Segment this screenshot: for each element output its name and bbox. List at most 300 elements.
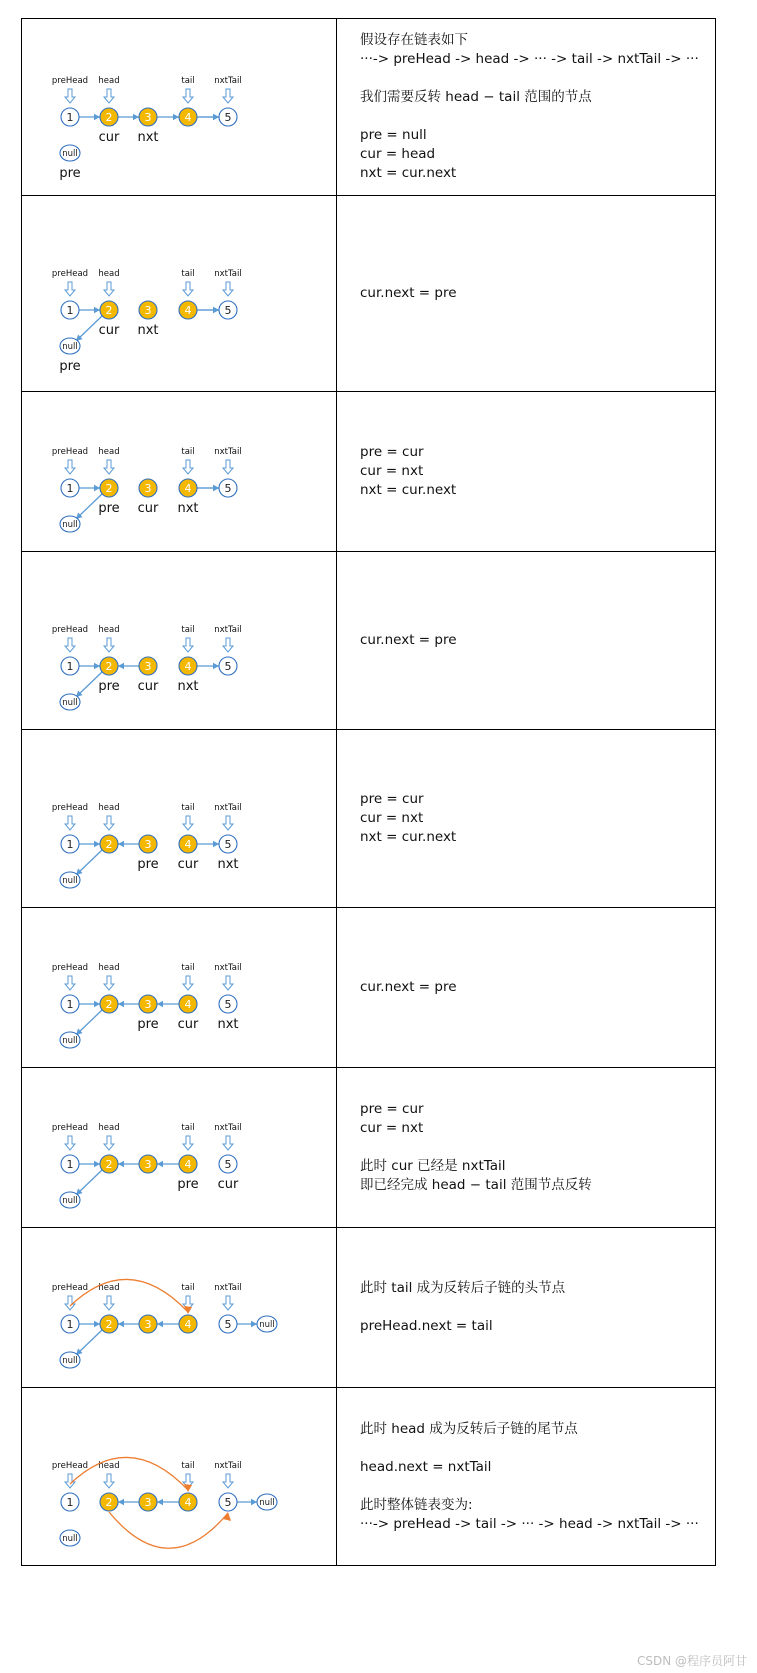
node-value: 4 <box>184 660 192 673</box>
link-arrow-to-null <box>76 1330 102 1355</box>
node-value: 4 <box>184 482 192 495</box>
link-arrow <box>157 114 179 120</box>
pointer-arrow-icon <box>65 89 75 103</box>
list-node-2 <box>100 108 118 126</box>
node-value: 4 <box>184 111 192 124</box>
pointer-label-preHead: preHead <box>51 1283 89 1293</box>
description-line: cur.next = pre <box>360 632 457 648</box>
node-value: 5 <box>224 998 232 1011</box>
link-arrow <box>157 1001 179 1007</box>
list-node-4 <box>179 1493 197 1511</box>
link-arrow <box>237 1321 257 1327</box>
spacer <box>360 1477 715 1496</box>
list-node-3 <box>139 1493 157 1511</box>
null-node <box>60 1530 80 1546</box>
list-node-2 <box>100 1315 118 1333</box>
svg-text:null: null <box>259 1320 275 1330</box>
pointer-label-preHead: preHead <box>51 803 89 813</box>
pointer-label-tail: tail <box>181 1461 195 1471</box>
pointer-label-nxtTail: nxtTail <box>214 1461 242 1471</box>
pointer-label-preHead: preHead <box>51 1461 89 1471</box>
pointer-label-preHead: preHead <box>51 1123 89 1133</box>
list-node-5 <box>219 1493 237 1511</box>
pointer-arrow-icon <box>223 816 233 830</box>
list-node-2 <box>100 1155 118 1173</box>
node-value: 4 <box>184 838 192 851</box>
pointer-arrow-icon <box>65 1136 75 1150</box>
pointer-label-head: head <box>98 269 120 279</box>
node-value: 4 <box>184 304 192 317</box>
node-value: 1 <box>66 304 74 317</box>
pointer-label-nxtTail: nxtTail <box>214 447 242 457</box>
var-label-cur: cur <box>217 1177 239 1192</box>
node-value: 3 <box>144 838 152 851</box>
pointer-label-head: head <box>98 1461 120 1471</box>
var-label-cur: cur <box>98 323 120 338</box>
pointer-label-preHead: preHead <box>51 269 89 279</box>
svg-text:null: null <box>259 1498 275 1508</box>
step-description <box>337 908 715 1067</box>
node-value: 5 <box>224 1496 232 1509</box>
link-arrow <box>79 663 100 669</box>
list-node-1 <box>61 108 79 126</box>
list-node-4 <box>179 301 197 319</box>
step-diagram <box>22 1068 337 1227</box>
pointer-label-nxtTail: nxtTail <box>214 1283 242 1293</box>
svg-text:null: null <box>62 149 78 159</box>
node-value: 1 <box>66 1496 74 1509</box>
pointer-label-nxtTail: nxtTail <box>214 1123 242 1133</box>
relink-arrow-prehead-tail <box>70 1279 195 1314</box>
node-value: 2 <box>105 1158 113 1171</box>
pointer-arrow-icon <box>223 1474 233 1488</box>
list-node-3 <box>139 835 157 853</box>
list-node-4 <box>179 995 197 1013</box>
var-label-cur: cur <box>177 857 199 872</box>
link-arrow <box>197 307 219 313</box>
pointer-label-head: head <box>98 1283 120 1293</box>
link-arrow <box>197 485 219 491</box>
null-node <box>60 1352 80 1368</box>
pointer-label-preHead: preHead <box>51 963 89 973</box>
description-line: 此时整体链表变为: <box>360 1496 473 1513</box>
list-node-5 <box>219 1315 237 1333</box>
pointer-arrow-icon <box>183 638 193 652</box>
node-value: 3 <box>144 482 152 495</box>
step-description <box>337 730 715 907</box>
link-arrow <box>118 114 139 120</box>
pointer-arrow-icon <box>65 638 75 652</box>
step-description <box>337 19 715 195</box>
pointer-arrow-icon <box>183 1136 193 1150</box>
description-line: pre = cur <box>360 791 424 807</box>
link-arrow <box>79 1001 100 1007</box>
pointer-label-head: head <box>98 447 120 457</box>
list-node-1 <box>61 835 79 853</box>
list-node-3 <box>139 995 157 1013</box>
pointer-label-tail: tail <box>181 963 195 973</box>
pointer-arrow-icon <box>104 816 114 830</box>
spacer <box>360 1439 715 1458</box>
list-node-3 <box>139 108 157 126</box>
svg-text:null: null <box>62 698 78 708</box>
pointer-label-head: head <box>98 803 120 813</box>
var-label-cur: cur <box>98 130 120 145</box>
linked-list-diagram <box>22 908 337 1068</box>
node-value: 2 <box>105 482 113 495</box>
list-node-5 <box>219 479 237 497</box>
link-arrow <box>118 1001 139 1007</box>
description-line: 此时 head 成为反转后子链的尾节点 <box>360 1420 578 1437</box>
node-value: 2 <box>105 111 113 124</box>
step-description <box>337 1228 715 1387</box>
step-row-8 <box>21 1228 716 1388</box>
list-node-4 <box>179 479 197 497</box>
link-arrow <box>157 1161 179 1167</box>
linked-list-diagram <box>22 1228 337 1388</box>
link-arrow <box>79 114 100 120</box>
list-node-1 <box>61 1315 79 1333</box>
step-row-7 <box>21 1068 716 1228</box>
list-node-2 <box>100 479 118 497</box>
pointer-arrow-icon <box>65 816 75 830</box>
pointer-label-nxtTail: nxtTail <box>214 625 242 635</box>
list-node-2 <box>100 301 118 319</box>
link-arrow-to-null <box>76 850 102 875</box>
pointer-arrow-icon <box>223 282 233 296</box>
spacer <box>360 1138 715 1157</box>
link-arrow <box>197 841 219 847</box>
node-value: 5 <box>224 660 232 673</box>
list-node-3 <box>139 479 157 497</box>
null-node <box>60 872 80 888</box>
var-label-nxt: nxt <box>217 1017 239 1032</box>
list-node-4 <box>179 835 197 853</box>
svg-text:null: null <box>62 1356 78 1366</box>
var-label-pre: pre <box>59 359 81 374</box>
pointer-arrow-icon <box>223 638 233 652</box>
spacer <box>360 69 715 88</box>
linked-list-diagram <box>22 19 337 197</box>
pointer-label-nxtTail: nxtTail <box>214 803 242 813</box>
link-arrow <box>79 307 100 313</box>
node-value: 5 <box>224 1318 232 1331</box>
node-value: 5 <box>224 111 232 124</box>
step-description <box>337 1388 715 1565</box>
tail-null-node <box>257 1316 277 1332</box>
description-line: head.next = nxtTail <box>360 1458 492 1475</box>
var-label-cur: cur <box>177 1017 199 1032</box>
svg-text:null: null <box>62 1036 78 1046</box>
pointer-label-head: head <box>98 963 120 973</box>
svg-text:null: null <box>62 520 78 530</box>
link-arrow <box>79 485 100 491</box>
node-value: 3 <box>144 111 152 124</box>
step-description <box>337 552 715 729</box>
null-node <box>60 1192 80 1208</box>
node-value: 2 <box>105 1318 113 1331</box>
node-value: 1 <box>66 482 74 495</box>
pointer-label-preHead: preHead <box>51 447 89 457</box>
var-label-pre: pre <box>59 166 81 181</box>
pointer-arrow-icon <box>104 89 114 103</box>
pointer-label-tail: tail <box>181 1123 195 1133</box>
list-node-1 <box>61 657 79 675</box>
description-line: cur = nxt <box>360 463 424 479</box>
pointer-label-head: head <box>98 1123 120 1133</box>
node-value: 4 <box>184 998 192 1011</box>
link-arrow <box>118 663 139 669</box>
pointer-label-tail: tail <box>181 1283 195 1293</box>
pointer-arrow-icon <box>183 816 193 830</box>
list-node-3 <box>139 657 157 675</box>
svg-text:null: null <box>62 342 78 352</box>
var-label-nxt: nxt <box>137 323 159 338</box>
description-line: ···-> preHead -> head -> ··· -> tail -> nxtTail -> ··· <box>360 51 699 67</box>
node-value: 1 <box>66 660 74 673</box>
var-label-pre: pre <box>137 857 159 872</box>
list-node-2 <box>100 1493 118 1511</box>
linked-list-diagram <box>22 730 337 908</box>
step-diagram <box>22 908 337 1067</box>
link-arrow <box>79 1321 100 1327</box>
var-label-pre: pre <box>177 1177 199 1192</box>
link-arrow <box>79 841 100 847</box>
list-node-5 <box>219 995 237 1013</box>
node-value: 4 <box>184 1496 192 1509</box>
description-line: 即已经完成 head − tail 范围节点反转 <box>360 1177 592 1193</box>
node-value: 3 <box>144 304 152 317</box>
list-node-1 <box>61 1155 79 1173</box>
description-line: cur.next = pre <box>360 979 457 995</box>
null-node <box>60 1032 80 1048</box>
node-value: 4 <box>184 1318 192 1331</box>
node-value: 3 <box>144 1318 152 1331</box>
pointer-arrow-icon <box>104 1474 114 1488</box>
node-value: 3 <box>144 998 152 1011</box>
description-line: cur = head <box>360 146 436 162</box>
step-diagram <box>22 196 337 391</box>
node-value: 3 <box>144 660 152 673</box>
node-value: 5 <box>224 304 232 317</box>
pointer-arrow-icon <box>104 638 114 652</box>
pointer-arrow-icon <box>104 976 114 990</box>
pointer-arrow-icon <box>223 1296 233 1310</box>
link-arrow <box>118 841 139 847</box>
link-arrow <box>197 114 219 120</box>
step-diagram <box>22 392 337 551</box>
tail-null-node <box>257 1494 277 1510</box>
linked-list-diagram <box>22 552 337 730</box>
link-arrow <box>118 1321 139 1327</box>
pointer-arrow-icon <box>65 976 75 990</box>
description-line: nxt = cur.next <box>360 165 457 181</box>
step-diagram <box>22 19 337 195</box>
description-line: 我们需要反转 head − tail 范围的节点 <box>360 89 592 105</box>
step-diagram <box>22 1388 337 1565</box>
linked-list-diagram <box>22 1388 337 1566</box>
pointer-arrow-icon <box>104 1296 114 1310</box>
var-label-cur: cur <box>137 679 159 694</box>
list-node-2 <box>100 657 118 675</box>
watermark: CSDN @程序员阿甘 <box>636 1654 747 1668</box>
step-row-3 <box>21 392 716 552</box>
node-value: 2 <box>105 1496 113 1509</box>
svg-text:null: null <box>62 876 78 886</box>
node-value: 1 <box>66 1158 74 1171</box>
list-node-1 <box>61 1493 79 1511</box>
list-node-5 <box>219 301 237 319</box>
relink-arrow-prehead-tail <box>70 1457 195 1492</box>
pointer-label-tail: tail <box>181 76 195 86</box>
pointer-label-tail: tail <box>181 269 195 279</box>
var-label-nxt: nxt <box>217 857 239 872</box>
pointer-arrow-icon <box>104 460 114 474</box>
node-value: 1 <box>66 998 74 1011</box>
pointer-arrow-icon <box>223 976 233 990</box>
description-line: cur = nxt <box>360 810 424 826</box>
description-line: 此时 cur 已经是 nxtTail <box>360 1158 506 1174</box>
description-line: pre = null <box>360 127 427 143</box>
step-row-4 <box>21 552 716 730</box>
null-node <box>60 338 80 354</box>
description-line: pre = cur <box>360 1101 424 1117</box>
link-arrow <box>157 1321 179 1327</box>
step-description <box>337 196 715 391</box>
pointer-arrow-icon <box>65 460 75 474</box>
node-value: 5 <box>224 482 232 495</box>
null-node <box>60 145 80 161</box>
pointer-label-nxtTail: nxtTail <box>214 269 242 279</box>
list-node-2 <box>100 995 118 1013</box>
description-line: nxt = cur.next <box>360 829 457 845</box>
pointer-arrow-icon <box>183 976 193 990</box>
pointer-arrow-icon <box>183 282 193 296</box>
linked-list-diagram <box>22 392 337 552</box>
link-arrow <box>118 1161 139 1167</box>
pointer-arrow-icon <box>183 89 193 103</box>
pointer-label-tail: tail <box>181 625 195 635</box>
step-diagram <box>22 1228 337 1387</box>
linked-list-diagram <box>22 1068 337 1228</box>
var-label-nxt: nxt <box>137 130 159 145</box>
pointer-arrow-icon <box>223 460 233 474</box>
null-node <box>60 516 80 532</box>
pointer-arrow-icon <box>223 1136 233 1150</box>
var-label-nxt: nxt <box>177 679 199 694</box>
node-value: 2 <box>105 660 113 673</box>
list-node-1 <box>61 301 79 319</box>
link-arrow <box>79 1161 100 1167</box>
steps-table <box>21 18 716 1566</box>
step-description <box>337 392 715 551</box>
node-value: 1 <box>66 838 74 851</box>
var-label-pre: pre <box>98 501 120 516</box>
svg-text:null: null <box>62 1534 78 1544</box>
step-row-2 <box>21 196 716 392</box>
link-arrow-to-null <box>76 1010 102 1035</box>
list-node-5 <box>219 657 237 675</box>
list-node-3 <box>139 1155 157 1173</box>
step-row-9 <box>21 1388 716 1566</box>
pointer-arrow-icon <box>223 89 233 103</box>
node-value: 2 <box>105 998 113 1011</box>
step-diagram <box>22 730 337 907</box>
pointer-label-head: head <box>98 625 120 635</box>
pointer-label-tail: tail <box>181 803 195 813</box>
step-row-5 <box>21 730 716 908</box>
null-node <box>60 694 80 710</box>
description-line: 此时 tail 成为反转后子链的头节点 <box>360 1280 566 1296</box>
description-line: ···-> preHead -> tail -> ··· -> head -> nxtTail -> ··· <box>360 1515 699 1532</box>
node-value: 2 <box>105 838 113 851</box>
step-row-6 <box>21 908 716 1068</box>
list-node-4 <box>179 108 197 126</box>
description-line: cur = nxt <box>360 1120 424 1136</box>
list-node-3 <box>139 1315 157 1333</box>
list-node-5 <box>219 835 237 853</box>
pointer-arrow-icon <box>104 1136 114 1150</box>
svg-text:null: null <box>62 1196 78 1206</box>
node-value: 5 <box>224 838 232 851</box>
relink-arrow-head-nxttail <box>109 1512 231 1548</box>
link-arrow <box>157 1499 179 1505</box>
step-diagram <box>22 552 337 729</box>
description-line: nxt = cur.next <box>360 482 457 498</box>
spacer <box>360 1298 715 1317</box>
description-line: preHead.next = tail <box>360 1318 493 1334</box>
node-value: 5 <box>224 1158 232 1171</box>
pointer-label-nxtTail: nxtTail <box>214 76 242 86</box>
list-node-4 <box>179 1315 197 1333</box>
pointer-label-preHead: preHead <box>51 625 89 635</box>
list-node-4 <box>179 1155 197 1173</box>
link-arrow <box>197 663 219 669</box>
var-label-nxt: nxt <box>177 501 199 516</box>
step-description <box>337 1068 715 1227</box>
pointer-arrow-icon <box>183 460 193 474</box>
pointer-label-nxtTail: nxtTail <box>214 963 242 973</box>
link-arrow-to-null <box>76 1170 102 1195</box>
list-node-5 <box>219 108 237 126</box>
list-node-5 <box>219 1155 237 1173</box>
node-value: 1 <box>66 1318 74 1331</box>
node-value: 1 <box>66 111 74 124</box>
pointer-label-tail: tail <box>181 447 195 457</box>
list-node-3 <box>139 301 157 319</box>
list-node-1 <box>61 995 79 1013</box>
description-line: 假设存在链表如下 <box>360 32 468 48</box>
description-line: pre = cur <box>360 444 424 460</box>
pointer-label-preHead: preHead <box>51 76 89 86</box>
node-value: 4 <box>184 1158 192 1171</box>
node-value: 3 <box>144 1158 152 1171</box>
pointer-arrow-icon <box>65 282 75 296</box>
description-line: cur.next = pre <box>360 285 457 301</box>
spacer <box>360 107 715 126</box>
var-label-pre: pre <box>137 1017 159 1032</box>
list-node-2 <box>100 835 118 853</box>
link-arrow <box>237 1499 257 1505</box>
step-row-1 <box>21 18 716 196</box>
var-label-cur: cur <box>137 501 159 516</box>
node-value: 2 <box>105 304 113 317</box>
pointer-label-head: head <box>98 76 120 86</box>
node-value: 3 <box>144 1496 152 1509</box>
pointer-arrow-icon <box>104 282 114 296</box>
list-node-1 <box>61 479 79 497</box>
linked-list-diagram <box>22 196 337 392</box>
